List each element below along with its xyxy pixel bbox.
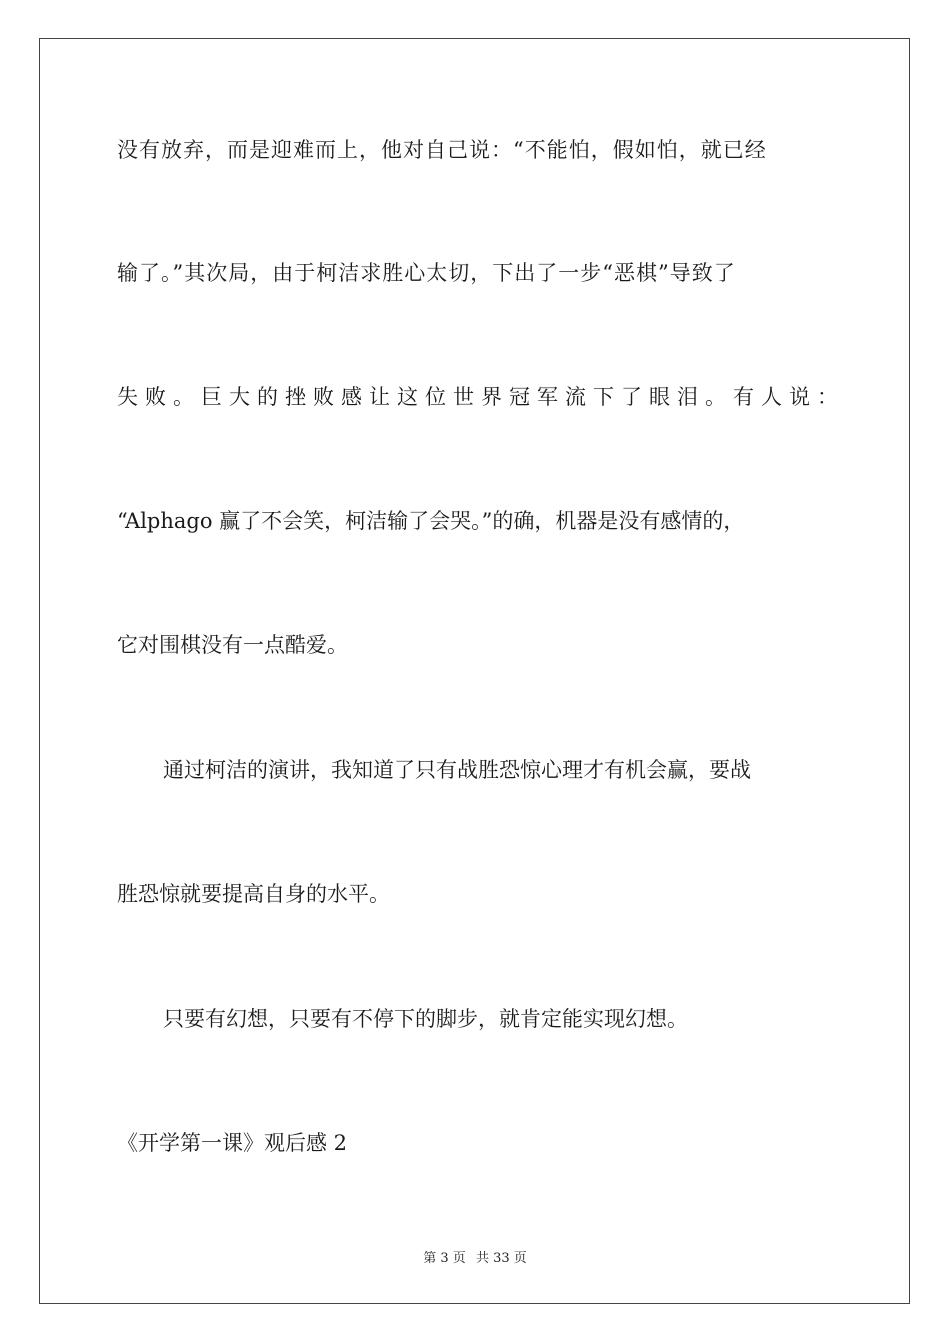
body-line-3: 失败。巨大的挫败感让这位世界冠军流下了眼泪。有人说： (117, 385, 845, 409)
body-line-2: 输了。”其次局，由于柯洁求胜心太切，下出了一步“恶棋”导致了 (117, 261, 736, 285)
paragraph-line-1: 通过柯洁的演讲，我知道了只有战胜恐惊心理才有机会赢，要战 (163, 758, 751, 782)
body-line-1: 没有放弃，而是迎难而上，他对自己说：“不能怕，假如怕，就已经 (117, 138, 767, 162)
paragraph-line-2: 胜恐惊就要提高自身的水平。 (117, 882, 390, 906)
page-total: 共 33 页 (475, 1251, 527, 1266)
page-number: 第 3 页 (423, 1251, 466, 1266)
page-footer (0, 1247, 950, 1266)
body-line-5: 它对围棋没有一点酷爱。 (117, 633, 348, 657)
paragraph-line-3: 只要有幻想，只要有不停下的脚步，就肯定能实现幻想。 (163, 1007, 688, 1031)
page-border (39, 38, 910, 1304)
section-heading: 《开学第一课》观后感 2 (117, 1131, 348, 1155)
body-line-4: “Alphago 赢了不会笑，柯洁输了会哭。”的确，机器是没有感情的， (117, 509, 745, 533)
